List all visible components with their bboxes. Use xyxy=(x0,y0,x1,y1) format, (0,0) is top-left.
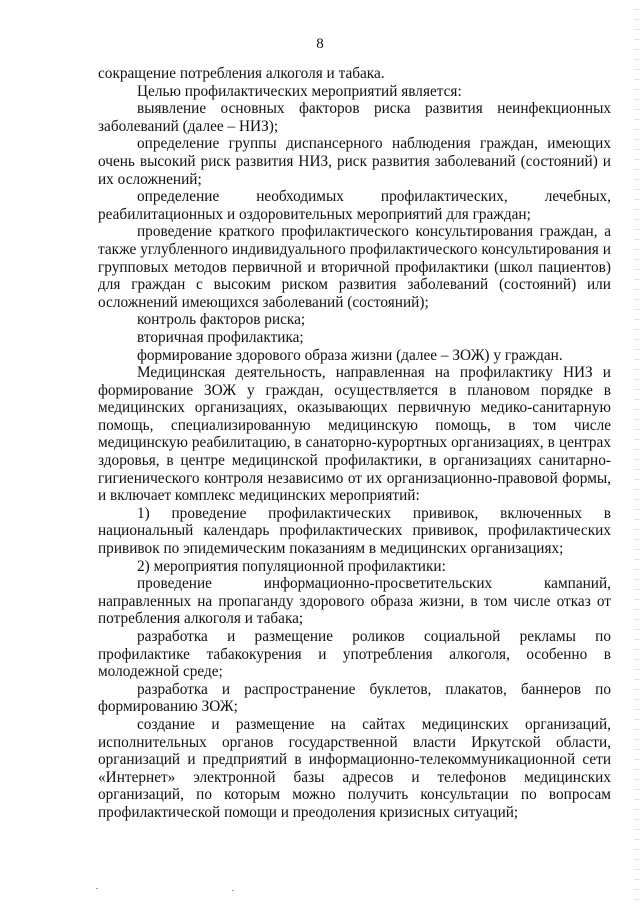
paragraph: выявление основных факторов риска развития неинфекционных заболеваний (далее – НИЗ); xyxy=(98,100,611,135)
paragraph: проведение информационно-просветительских кампаний, направленных на пропаганду здорового образа жизни, в том числе отказ от потребления алкоголя и табака; xyxy=(98,575,611,628)
paragraph: 1) проведение профилактических прививок, включенных в национальный календарь профилактических прививок, профилактических прививок по эпидемическим показаниям в медицинских организациях; xyxy=(98,504,611,558)
paragraph: вторичная профилактика; xyxy=(137,328,304,346)
paragraph: Целью профилактических мероприятий является: xyxy=(137,82,462,100)
paragraph: проведение краткого профилактического консультирования граждан, а также углубленного индивидуального профилактического консультирования и групповых методов первичной и вторичной профилактики (школ пациентов) для граждан с высоким риском развития заболеваний (состояний) или осложнений имеющихся заболеваний (состояний); xyxy=(98,223,611,311)
scan-speck xyxy=(232,890,234,891)
paragraph: определение группы диспансерного наблюдения граждан, имеющих очень высокий риск развития НИЗ, риск развития заболеваний (состояний) и их осложнений; xyxy=(98,135,611,188)
page-number: 8 xyxy=(316,36,324,52)
paragraph: создание и размещение на сайтах медицинских организаций, исполнительных органов государственной власти Иркутской области, организаций и предприятий в информационно-телекоммуникационной сети «Интернет» электронной базы адресов и телефонов медицинских организаций, по которым можно получить консультации по вопросам профилактической помощи и преодоления кризисных ситуаций; xyxy=(98,715,611,821)
document-body xyxy=(98,65,611,822)
paragraph: разработка и размещение роликов социальной рекламы по профилактике табакокурения и употребления алкоголя, особенно в молодежной среде; xyxy=(98,628,611,681)
paragraph: контроль факторов риска; xyxy=(137,311,306,329)
scan-edge-artifact xyxy=(634,0,640,905)
scan-speck xyxy=(96,888,98,889)
paragraph: 2) мероприятия популяционной профилактики: xyxy=(137,557,446,575)
paragraph: Медицинская деятельность, направленная на профилактику НИЗ и формирование ЗОЖ у граждан, осуществляется в плановом порядке в медицинских организациях, оказывающих первичную медико-санитарную помощь, специализированную медицинскую помощь, в том числе медицинскую реабилитацию, в санаторно-курортных организациях, в центрах здоровья, в центре медицинской профилактики, в организациях санитарно-гигиенического контроля независимо от их организационно-правовой формы, и включает комплекс медицинских мероприятий: xyxy=(98,364,611,505)
paragraph: сокращение потребления алкоголя и табака. xyxy=(98,65,385,82)
paragraph: формирование здорового образа жизни (далее – ЗОЖ) у граждан. xyxy=(137,346,563,364)
paragraph: определение необходимых профилактических, лечебных, реабилитационных и оздоровительных мероприятий для граждан; xyxy=(98,188,611,223)
paragraph: разработка и распространение буклетов, плакатов, баннеров по формированию ЗОЖ; xyxy=(98,680,611,716)
